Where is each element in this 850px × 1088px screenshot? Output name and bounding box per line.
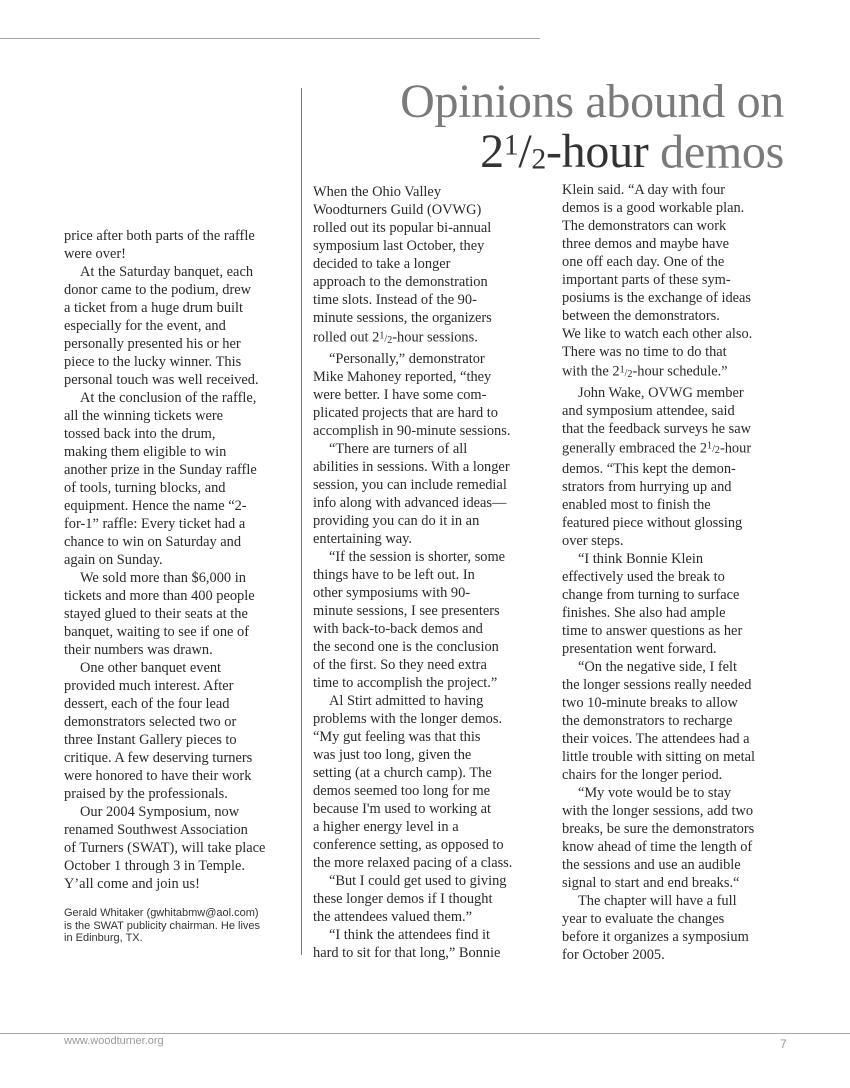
text-line: their numbers was drawn. xyxy=(64,642,213,658)
text-line: “But I could get used to giving xyxy=(329,872,507,889)
text-line: time to answer questions as her xyxy=(562,623,743,640)
text-line: three Instant Gallery pieces to xyxy=(64,732,237,748)
text-line: equipment. Hence the name “2- xyxy=(64,498,247,514)
text-line: know ahead of time the length of xyxy=(562,839,753,856)
text-line: of the first. So they need extra xyxy=(313,656,487,673)
footer-url: www.woodturner.org xyxy=(64,1035,164,1047)
text-line: especially for the event, and xyxy=(64,318,226,334)
text-line: banquet, waiting to see if one of xyxy=(64,624,250,640)
text-line: time to accomplish the project.” xyxy=(313,674,498,691)
text-line: the demonstrators to recharge xyxy=(562,713,733,730)
text-line: “Personally,” demonstrator xyxy=(329,350,485,367)
text-line: making them eligible to win xyxy=(64,444,227,460)
text-line: and symposium attendee, said xyxy=(562,402,735,419)
title-hour: -hour xyxy=(545,125,649,179)
text-line: other symposiums with 90- xyxy=(313,584,471,601)
text-line: session, you can include remedial xyxy=(313,476,507,493)
text-line: a higher energy level in a xyxy=(313,818,459,835)
text-line: rolled out its popular bi-annual xyxy=(313,220,492,236)
text-line: minute sessions, I see presenters xyxy=(313,602,500,619)
text-line: demos. “This kept the demon- xyxy=(562,461,736,478)
text-line: symposium last October, they xyxy=(313,238,485,254)
text-line: tickets and more than 400 people xyxy=(64,588,255,604)
text-line: “On the negative side, I felt xyxy=(578,659,738,676)
text-line: At the Saturday banquet, each xyxy=(80,264,254,280)
text-line: demos is a good workable plan. xyxy=(562,200,745,216)
text-line: Our 2004 Symposium, now xyxy=(80,804,240,820)
text-line: change from turning to surface xyxy=(562,587,740,604)
text-line: At the conclusion of the raffle, xyxy=(80,390,257,406)
title-frac-slash: / xyxy=(518,125,532,179)
text-line: breaks, be sure the demonstrators xyxy=(562,821,755,838)
text-line: chairs for the longer period. xyxy=(562,767,723,784)
text-line: There was no time to do that xyxy=(562,344,727,360)
text-line: demos seemed too long for me xyxy=(313,782,491,799)
text-line: the attendees valued them.” xyxy=(313,908,473,925)
text-line: “I think the attendees find it xyxy=(329,926,491,943)
bio-line: Gerald Whitaker (gwhitabmw@aol.com) xyxy=(64,907,259,919)
text-line: all the winning tickets were xyxy=(64,408,224,424)
column-1 xyxy=(64,227,296,893)
text-line: three demos and maybe have xyxy=(562,236,730,252)
text-line: were honored to have their work xyxy=(64,768,252,784)
text-line: two 10-minute breaks to allow xyxy=(562,695,738,712)
text-line: problems with the longer demos. xyxy=(313,710,503,727)
half-fraction: 1/2 xyxy=(379,330,393,346)
text-line: generally embraced the 21/2-hour xyxy=(562,440,752,457)
text-line: these longer demos if I thought xyxy=(313,890,493,907)
text-line: Klein said. “A day with four xyxy=(562,182,726,198)
title-line-2 xyxy=(400,124,784,182)
text-line: One other banquet event xyxy=(80,660,222,676)
text-line: the longer sessions really needed xyxy=(562,677,752,694)
text-line: posiums is the exchange of ideas xyxy=(562,290,752,306)
text-line: a ticket from a huge drum built xyxy=(64,300,244,316)
text-line: minute sessions, the organizers xyxy=(313,310,492,326)
text-line: info along with advanced ideas— xyxy=(313,494,507,511)
text-line: one off each day. One of the xyxy=(562,254,725,270)
bio-line: in Edinburg, TX. xyxy=(64,932,143,944)
text-line: chance to win on Saturday and xyxy=(64,534,242,550)
text-line: We like to watch each other also. xyxy=(562,326,753,342)
text-line: The demonstrators can work xyxy=(562,218,727,234)
text-line: entertaining way. xyxy=(313,530,412,547)
text-line: the sessions and use an audible xyxy=(562,857,741,874)
text-line: presentation went forward. xyxy=(562,641,717,658)
title-frac-num: 1 xyxy=(503,129,519,162)
text-line: abilities in sessions. With a longer xyxy=(313,458,510,475)
text-line: personally presented his or her xyxy=(64,336,241,352)
text-line: setting (at a church camp). The xyxy=(313,764,492,781)
text-line: that the feedback surveys he saw xyxy=(562,420,752,437)
text-line: Mike Mahoney reported, “they xyxy=(313,368,492,385)
text-line: for-1” raffle: Every ticket had a xyxy=(64,516,246,532)
text-line: of Turners (SWAT), will take place xyxy=(64,840,266,856)
text-line: Al Stirt admitted to having xyxy=(329,692,484,709)
text-line: enabled most to finish the xyxy=(562,497,711,514)
text-line: We sold more than $6,000 in xyxy=(80,570,246,586)
text-line: were over! xyxy=(64,246,126,262)
column-2 xyxy=(313,183,545,962)
text-line: tossed back into the drum, xyxy=(64,426,216,442)
text-line: provided much interest. After xyxy=(64,678,234,694)
text-line: before it organizes a symposium xyxy=(562,929,749,946)
text-line: were better. I have some com- xyxy=(313,386,487,403)
text-line: approach to the demonstration xyxy=(313,274,488,290)
text-line: conference setting, as opposed to xyxy=(313,836,504,853)
text-line: effectively used the break to xyxy=(562,569,725,586)
text-line: important parts of these sym- xyxy=(562,272,731,288)
text-line: for October 2005. xyxy=(562,947,665,964)
text-line: piece to the lucky winner. This xyxy=(64,354,242,370)
title-line-1: Opinions abound on xyxy=(400,75,784,128)
text-line: featured piece without glossing xyxy=(562,515,743,532)
text-line: “If the session is shorter, some xyxy=(329,548,506,565)
text-line: with the 21/2-hour schedule.” xyxy=(562,363,728,380)
text-line: Woodturners Guild (OVWG) xyxy=(313,202,482,218)
text-line: “My vote would be to stay xyxy=(578,785,732,802)
text-line: donor came to the podium, drew xyxy=(64,282,252,298)
text-line: signal to start and end breaks.“ xyxy=(562,875,740,892)
text-line: strators from hurrying up and xyxy=(562,479,732,496)
column-divider xyxy=(301,88,302,955)
text-line: things have to be left out. In xyxy=(313,566,475,583)
text-line: critique. A few deserving turners xyxy=(64,750,253,766)
half-fraction: 1/2 xyxy=(619,364,633,380)
title-whole: 2 xyxy=(480,125,504,179)
text-line: finishes. She also had ample xyxy=(562,605,726,622)
top-rule xyxy=(0,38,540,39)
text-line: “My gut feeling was that this xyxy=(313,728,481,745)
text-line: plicated projects that are hard to xyxy=(313,404,498,421)
text-line: with the longer sessions, add two xyxy=(562,803,754,820)
text-line: little trouble with sitting on metal xyxy=(562,749,756,766)
text-line: decided to take a longer xyxy=(313,256,451,272)
text-line: John Wake, OVWG member xyxy=(578,384,744,401)
text-line: over steps. xyxy=(562,533,624,550)
text-line: When the Ohio Valley xyxy=(313,184,442,200)
text-line: again on Sunday. xyxy=(64,552,163,568)
text-line: stayed glued to their seats at the xyxy=(64,606,248,622)
text-line: year to evaluate the changes xyxy=(562,911,725,928)
text-line: rolled out 21/2-hour sessions. xyxy=(313,329,478,346)
text-line: renamed Southwest Association xyxy=(64,822,248,838)
text-line: “There are turners of all xyxy=(329,440,468,457)
text-line: price after both parts of the raffle xyxy=(64,228,255,244)
title-demos: demos xyxy=(648,125,784,179)
text-line: another prize in the Sunday raffle xyxy=(64,462,257,478)
text-line: accomplish in 90-minute sessions. xyxy=(313,422,511,439)
text-line: the more relaxed pacing of a class. xyxy=(313,854,513,871)
author-bio xyxy=(64,907,294,945)
bio-line: is the SWAT publicity chairman. He lives xyxy=(64,919,261,932)
column-3 xyxy=(562,181,794,964)
half-fraction: 1/2 xyxy=(707,440,720,457)
text-line: because I'm used to working at xyxy=(313,800,492,817)
text-line: their voices. The attendees had a xyxy=(562,731,750,748)
text-line: personal touch was well received. xyxy=(64,372,259,388)
text-line: providing you can do it in an xyxy=(313,512,480,529)
text-line: the second one is the conclusion xyxy=(313,638,499,655)
text-line: was just too long, given the xyxy=(313,746,472,763)
text-line: time slots. Instead of the 90- xyxy=(313,292,477,308)
text-line: “I think Bonnie Klein xyxy=(578,551,704,568)
text-line: dessert, each of the four lead xyxy=(64,696,230,712)
text-line: praised by the professionals. xyxy=(64,786,228,802)
text-line: demonstrators selected two or xyxy=(64,714,237,730)
article-title xyxy=(400,75,784,182)
title-frac-den: 2 xyxy=(531,142,546,176)
text-line: October 1 through 3 in Temple. xyxy=(64,858,245,874)
text-line: with back-to-back demos and xyxy=(313,620,483,637)
text-line: of tools, turning blocks, and xyxy=(64,480,226,496)
text-line: The chapter will have a full xyxy=(578,893,737,910)
text-line: hard to sit for that long,” Bonnie xyxy=(313,944,501,961)
text-line: between the demonstrators. xyxy=(562,308,720,324)
bottom-rule xyxy=(0,1033,850,1034)
text-line: Y’all come and join us! xyxy=(64,876,200,892)
page-number: 7 xyxy=(780,1037,787,1051)
